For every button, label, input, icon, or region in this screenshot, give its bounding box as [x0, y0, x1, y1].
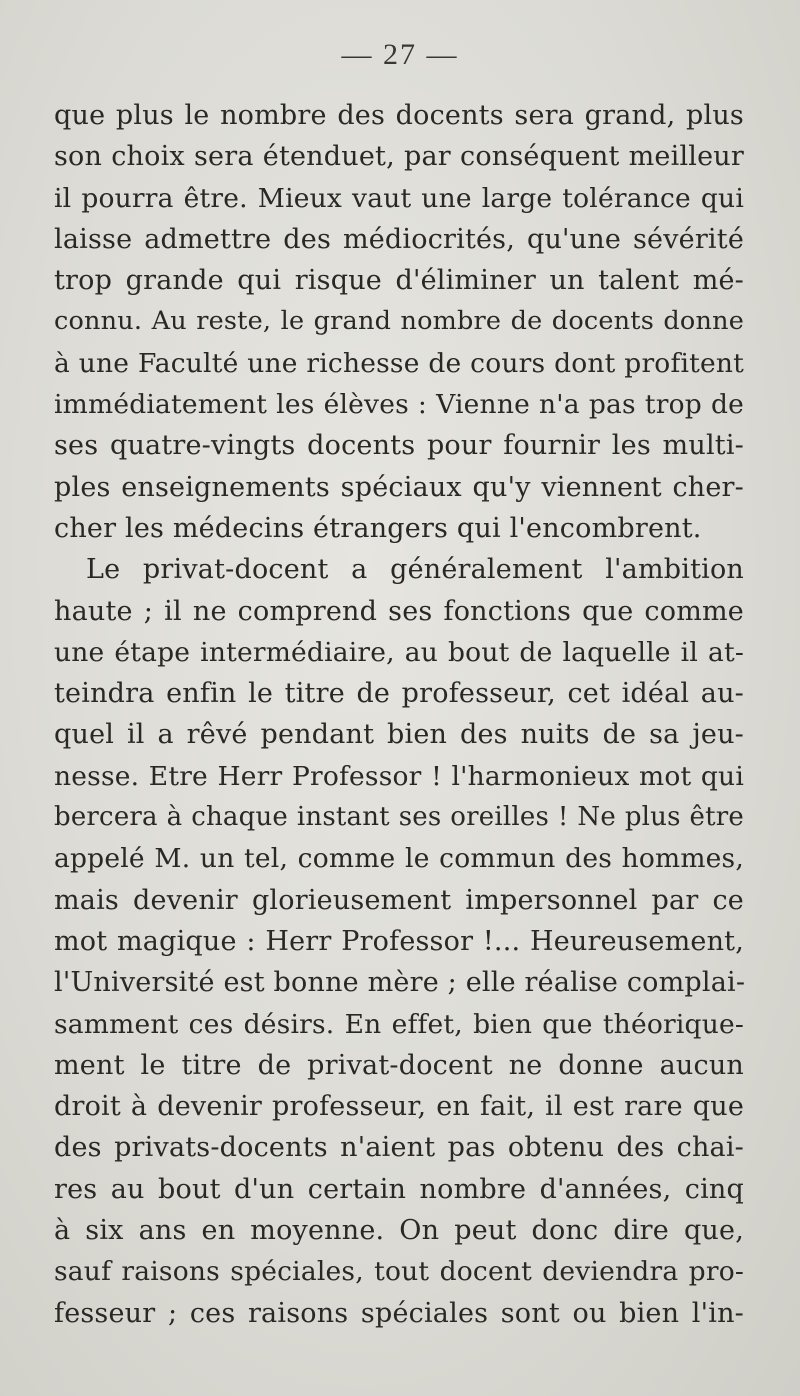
paragraph-2 [54, 549, 744, 1334]
page-number: — 27 — [341, 38, 459, 71]
text-line: ment le titre de privat-docent ne donne aucun [54, 1049, 744, 1081]
text-line: appelé M. un tel, comme le commun des hommes, [54, 843, 744, 875]
text-line: il pourra être. Mieux vaut une large tolérance qui [54, 182, 744, 214]
body-text [54, 95, 744, 1334]
text-line: quel il a rêvé pendant bien des nuits de sa jeu- [54, 719, 744, 751]
text-line: des privats-docents n'aient pas obtenu des chai- [54, 1132, 744, 1164]
text-line: sauf raisons spéciales, tout docent deviendra pro- [54, 1256, 744, 1288]
text-line: que plus le nombre des docents sera grand, plus [54, 100, 744, 131]
text-line: ples enseignements spéciaux qu'y viennent cher- [54, 471, 744, 503]
text-line: à une Faculté une richesse de cours dont profitent [54, 347, 744, 379]
text-line: samment ces désirs. En effet, bien que théorique- [54, 1008, 744, 1040]
text-line: nesse. Etre Herr Professor ! l'harmonieux mot qui [54, 760, 744, 792]
text-line: droit à devenir professeur, en fait, il est rare que [54, 1091, 744, 1123]
text-line: teindra enfin le titre de professeur, cet idéal au- [54, 678, 744, 710]
text-line: une étape intermédiaire, au bout de laquelle il at- [54, 636, 744, 668]
text-line: trop grande qui risque d'éliminer un talent mé- [54, 265, 744, 297]
text-line: connu. Au reste, le grand nombre de docents donne [54, 306, 744, 337]
text-line: à six ans en moyenne. On peut donc dire que, [54, 1215, 744, 1247]
text-line: immédiatement les élèves : Vienne n'a pas trop de [54, 389, 744, 421]
text-line: laisse admettre des médiocrités, qu'une sévérité [54, 223, 744, 255]
text-line: son choix sera étenduet, par conséquent meilleur [54, 141, 744, 173]
text-line: bercera à chaque instant ses oreilles ! Ne plus être [54, 802, 744, 833]
paragraph-1 [54, 95, 744, 549]
text-line: ses quatre-vingts docents pour fournir les multi- [54, 430, 744, 462]
text-line: res au bout d'un certain nombre d'années, cinq [54, 1173, 744, 1205]
text-line: mais devenir glorieusement impersonnel par ce [54, 884, 744, 916]
text-line: cher les médecins étrangers qui l'encombrent. [54, 512, 702, 544]
text-line: l'Université est bonne mère ; elle réalise complai- [54, 967, 746, 999]
text-line: Le privat-docent a généralement l'ambition [86, 554, 744, 586]
text-line: haute ; il ne comprend ses fonctions que comme [54, 595, 744, 627]
text-line: fesseur ; ces raisons spéciales sont ou bien l'in- [54, 1297, 744, 1329]
text-line: mot magique : Herr Professor !... Heureusement, [54, 925, 744, 957]
